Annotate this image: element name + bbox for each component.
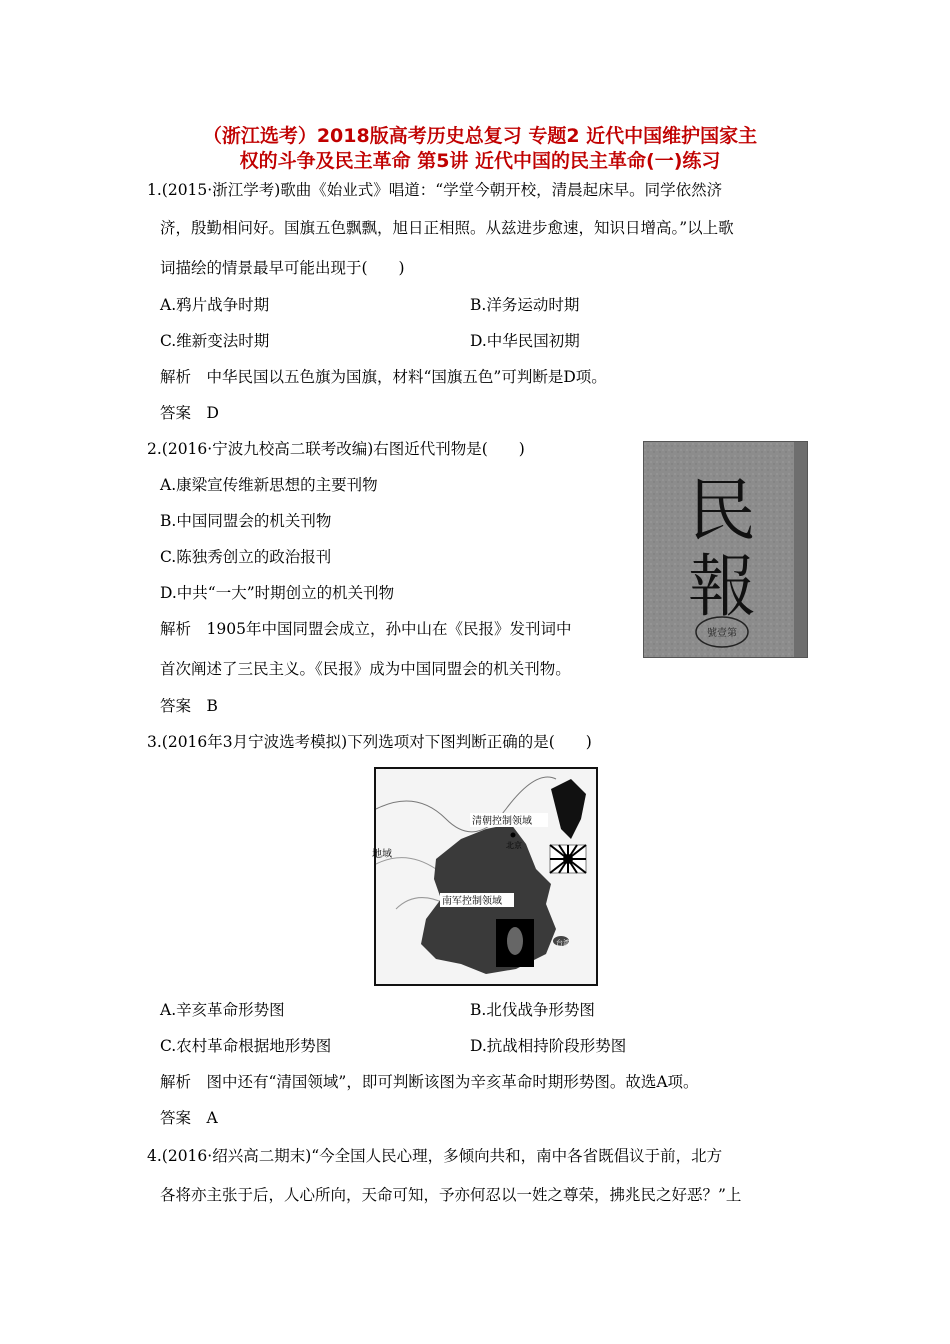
document-title <box>150 124 810 174</box>
q1-option-c: C.维新变法时期 <box>160 332 270 350</box>
map-label-beijing: 北京 <box>506 841 522 850</box>
cover-seal-text: 號壹第 <box>707 628 737 639</box>
q4-stem-line-1: 4.(2016·绍兴高二期末)“今全国人民心理，多倾向共和，南中各省既倡议于前，北方 <box>147 1147 723 1165</box>
q1-option-b: B.洋务运动时期 <box>470 296 580 314</box>
map-label-south-army: 南军控制领域 <box>442 896 502 907</box>
minbao-char-min: 民 <box>687 472 757 551</box>
q1-stem-line-1: 1.(2015·浙江学考)歌曲《始业式》唱道：“学堂今朝开校，清晨起床早。同学依然济 <box>147 181 723 199</box>
q2-analysis-line-1: 解析 1905年中国同盟会成立，孙中山在《民报》发刊词中 <box>160 620 572 638</box>
q2-option-b: B.中国同盟会的机关刊物 <box>160 512 332 530</box>
rising-sun-flag-icon <box>550 845 586 873</box>
q2-stem: 2.(2016·宁波九校高二联考改编)右图近代刊物是( ) <box>147 440 525 458</box>
q1-answer: 答案 D <box>160 404 219 422</box>
q1-stem-line-3: 词描绘的情景最早可能出现于( ) <box>160 259 405 277</box>
revolution-map-svg <box>372 769 596 984</box>
revolution-map-image <box>374 767 598 986</box>
q1-option-a: A.鸦片战争时期 <box>160 296 270 314</box>
q2-option-a: A.康梁宣传维新思想的主要刊物 <box>160 476 378 494</box>
map-label-qing: 清朝控制领域 <box>472 816 532 827</box>
q1-stem-line-2: 济，殷勤相问好。国旗五色飘飘，旭日正相照。从兹进步愈速，知识日增高。”以上歌 <box>160 219 734 237</box>
q3-stem: 3.(2016年3月宁波选考模拟)下列选项对下图判断正确的是( ) <box>147 733 592 751</box>
title-line-2: 权的斗争及民主革命 第5讲 近代中国的民主革命(一)练习 <box>239 150 721 172</box>
minbao-cover-svg <box>644 442 807 657</box>
beijing-marker-icon <box>511 833 516 838</box>
title-line-1: （浙江选考）2018版高考历史总复习 专题2 近代中国维护国家主 <box>202 125 758 147</box>
map-label-left-region: 地域 <box>372 849 392 860</box>
q3-option-a: A.辛亥革命形势图 <box>160 1001 285 1019</box>
q1-option-d: D.中华民国初期 <box>470 332 580 350</box>
q4-stem-line-2: 各将亦主张于后，人心所向，天命可知，予亦何忍以一姓之尊荣，拂兆民之好恶？”上 <box>160 1186 742 1204</box>
minbao-cover-image <box>643 441 808 658</box>
q3-answer: 答案 A <box>160 1109 218 1127</box>
cover-spine-edge <box>794 442 807 657</box>
minbao-char-bao: 報 <box>687 548 757 627</box>
q2-option-c: C.陈独秀创立的政治报刊 <box>160 548 332 566</box>
q3-option-d: D.抗战相持阶段形势图 <box>470 1037 627 1055</box>
q3-option-c: C.农村革命根据地形势图 <box>160 1037 332 1055</box>
q3-option-b: B.北伐战争形势图 <box>470 1001 595 1019</box>
q2-answer: 答案 B <box>160 697 218 715</box>
q2-option-d: D.中共“一大”时期创立的机关刊物 <box>160 584 395 602</box>
q1-analysis: 解析 中华民国以五色旗为国旗，材料“国旗五色”可判断是D项。 <box>160 368 607 386</box>
map-label-taiwan: 台湾 <box>556 939 570 947</box>
q2-analysis-line-2: 首次阐述了三民主义。《民报》成为中国同盟会的机关刊物。 <box>160 660 571 678</box>
portrait-figure <box>507 927 523 955</box>
q3-analysis: 解析 图中还有“清国领域”，即可判断该图为辛亥革命时期形势图。故选A项。 <box>160 1073 699 1091</box>
